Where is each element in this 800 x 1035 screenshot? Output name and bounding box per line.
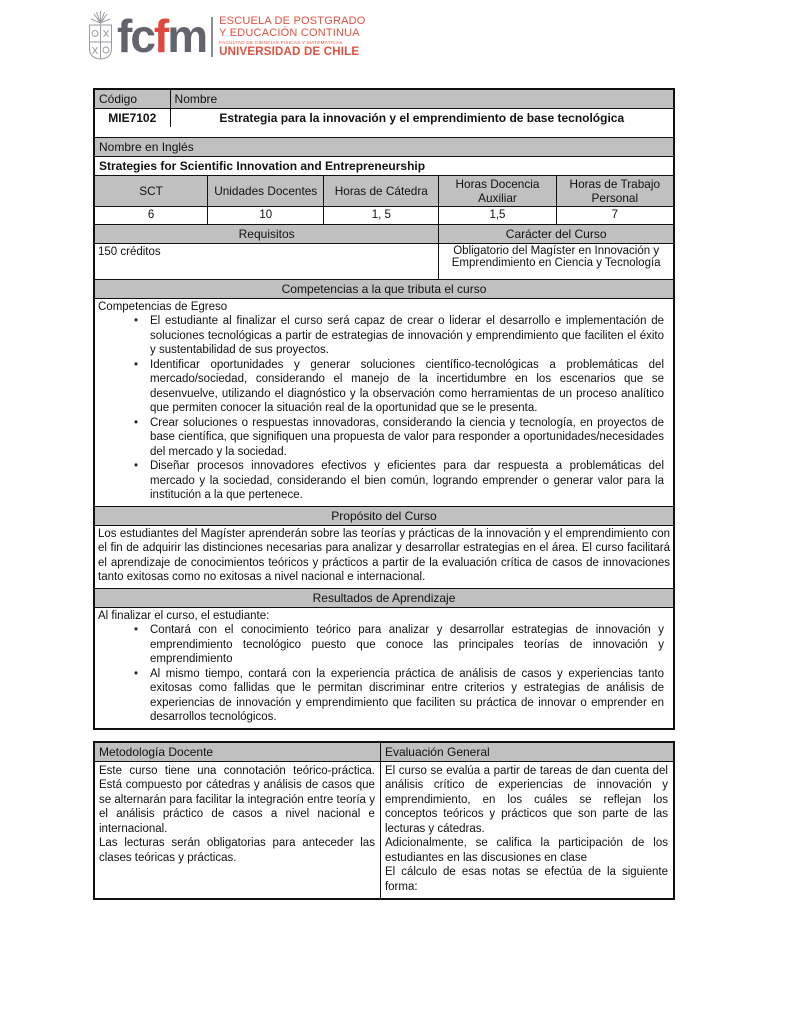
proposito-text: Los estudiantes del Magíster aprenderán sobre las teorías y prácticas de la innovación y el emprendimiento con el fin de adquirir las distinciones necesarias para analizar y desarrollar estrategias en el área. El curso facilitará el aprendizaje de conocimientos teóricos y prácticos a partir de la evaluación crítica de casos de innovaciones tanto exitosas como no exitosas a nivel nacional e internacional.: [98, 527, 670, 583]
logo-divider: [211, 17, 213, 57]
logo-line-escuela: ESCUELA DE POSTGRADO: [219, 15, 366, 27]
evaluacion-body: [380, 762, 673, 899]
row-nombre-ingles-value: [95, 156, 673, 175]
codigo-label-cell: Código: [95, 90, 170, 108]
row-requisitos-caracter-values: [95, 243, 673, 279]
sct-value: 6: [147, 209, 155, 221]
competencias-intro: Competencias de Egreso: [98, 300, 228, 313]
sct-label-cell: [95, 176, 207, 206]
proposito-section-header: Propósito del Curso: [95, 507, 673, 525]
resultados-body: [95, 608, 673, 728]
competencias-bullet-list: [98, 314, 670, 503]
horas-docencia-label-cell: Horas Docencia Auxiliar: [438, 176, 555, 206]
horas-catedra-label-cell: Horas de Cátedra: [323, 176, 438, 206]
logo-line-educacion: Y EDUCACIÓN CONTINUA: [219, 27, 360, 39]
row-competencias-header: [95, 279, 673, 298]
list-item: [122, 667, 665, 725]
list-item: [122, 623, 665, 667]
metodologia-body: [95, 762, 380, 870]
caracter-value: Obligatorio del Magíster en Innovación y Emprendimiento en Ciencia y Tecnología: [438, 244, 673, 279]
competencia-bullet-text: Crear soluciones o respuestas innovadoras, considerando la ciencia y tecnología, en proyectos de base científica, que signifiquen una propuesta de valor para responder a oportunidades/necesidades del mercado y la sociedad.: [150, 416, 664, 458]
row-method-eval-body: [95, 761, 673, 899]
resultados-bullet-list: [98, 623, 670, 725]
fcfm-wordmark: fcfm: [117, 10, 207, 62]
caracter-label-cell: Carácter del Curso: [438, 225, 673, 243]
horas-trabajo-value: 7: [556, 207, 673, 224]
row-hours-labels: [95, 175, 673, 206]
university-logo: [87, 8, 366, 62]
metodologia-paragraph: Las lecturas serán obligatorias para anteceder las clases teóricas y prácticas.: [99, 837, 375, 864]
competencia-bullet-text: El estudiante al finalizar el curso será capaz de crear o liderar el desarrollo e implementación de soluciones tecnológicas a partir de estrategias de innovación y emprendimiento que faciliten el éxito y sustentabilidad de sus proyectos.: [150, 315, 664, 356]
row-hours-values: [95, 206, 673, 224]
row-proposito-header: [95, 506, 673, 525]
metodologia-paragraph: Este curso tiene una connotación teórico-práctica. Está compuesto por cátedras y análisis de casos que se alternarán para facilitar la integración entre teoría y el análisis práctico de casos a nivel nacional e internacional.: [99, 764, 375, 835]
row-requisitos-caracter-labels: [95, 224, 673, 243]
row-resultados-header: [95, 588, 673, 607]
metodologia-header-cell: Metodología Docente: [95, 743, 380, 761]
row-competencias-body: [95, 298, 673, 506]
evaluacion-paragraph: El curso se evalúa a partir de tareas de dan cuenta del análisis crítico de experiencias de innovación y emprendimiento, en los cuáles se reflejan los conceptos teóricos y prácticos que son parte de las lecturas y cátedras.: [384, 764, 668, 835]
horas-catedra-value: 1, 5: [323, 207, 438, 224]
row-codigo-nombre-labels: [95, 90, 673, 108]
horas-docencia-value: 1,5: [438, 207, 555, 224]
list-item: [122, 459, 665, 503]
bullet-icon: •: [133, 358, 139, 371]
sct-label: SCT: [139, 184, 163, 198]
evaluacion-paragraph: Adicionalmente, se califica la participación de los estudiantes en las discusiones en clase: [384, 837, 668, 864]
logo-line-facultad: FACULTAD DE CIENCIAS FISICAS Y MATEMATICAS: [219, 40, 343, 45]
evaluacion-paragraph: El cálculo de esas notas se efectúa de la siguiente forma:: [384, 866, 668, 893]
row-nombre-ingles-label: [95, 137, 673, 156]
requisitos-label-cell: Requisitos: [95, 225, 438, 243]
course-name-english: Strategies for Scientific Innovation and Entrepreneurship: [99, 159, 426, 173]
bullet-icon: •: [133, 460, 139, 472]
list-item: [122, 314, 665, 358]
bullet-icon: •: [133, 667, 139, 680]
resultados-intro: Al finalizar el curso, el estudiante:: [98, 609, 270, 622]
horas-trabajo-label-cell: Horas de Trabajo Personal: [556, 176, 673, 206]
nombre-ingles-label-cell: Nombre en Inglés: [95, 138, 673, 156]
methodology-evaluation-table: [93, 741, 675, 901]
bullet-icon: •: [133, 624, 139, 636]
course-info-table: [93, 88, 675, 730]
unidades-docentes-label-cell: Unidades Docentes: [207, 176, 323, 206]
row-method-eval-headers: [95, 743, 673, 761]
bullet-icon: •: [133, 315, 139, 327]
list-item: [122, 358, 665, 416]
row-resultados-body: [95, 607, 673, 728]
competencias-body: [95, 299, 673, 506]
list-item: [122, 416, 665, 460]
competencias-section-header: Competencias a la que tributa el curso: [95, 280, 673, 298]
university-crest-icon: [87, 10, 114, 62]
course-code: MIE7102: [108, 111, 157, 125]
evaluacion-header-cell: Evaluación General: [380, 743, 673, 761]
course-name: Estrategia para la innovación y el emprendimiento de base tecnológica: [170, 109, 673, 127]
requisitos-value: 150 créditos: [98, 245, 161, 258]
resultados-section-header: Resultados de Aprendizaje: [95, 589, 673, 607]
competencia-bullet-text: Identificar oportunidades y generar soluciones científico-tecnológicas a problemáticas del mercado/sociedad, considerando el manejo de la incertidumbre en los escenarios que se desenvuelve, utilizando el diagnóstico y la observación como herramientas de un proceso analítico que permiten conocer la situación real de la oportunidad que se le presenta.: [150, 358, 664, 414]
resultado-bullet-text: Contará con el conocimiento teórico para analizar y desarrollar estrategias de innovación y emprendimiento tecnológico puesto que conoce las principales teorías de innovación y emprendimiento: [150, 624, 664, 665]
logo-text-block: [219, 15, 365, 58]
resultado-bullet-text: Al mismo tiempo, contará con la experiencia práctica de análisis de casos y experiencias tanto exitosas como fallidas que le permitan discriminar entre criterios y estrategias de análisis de experiencias de innovación y emprendimiento que faciliten su práctica de innovar o emprender en desarrollos tecnológicos.: [150, 667, 664, 723]
document-content: [93, 88, 675, 900]
bullet-icon: •: [133, 416, 139, 429]
unidades-docentes-value: 10: [207, 207, 323, 224]
row-proposito-body: [95, 525, 673, 588]
row-codigo-nombre-values: [95, 108, 673, 137]
nombre-label-cell: Nombre: [170, 90, 673, 108]
logo-line-universidad: UNIVERSIDAD DE CHILE: [219, 46, 360, 58]
competencia-bullet-text: Diseñar procesos innovadores efectivos y eficientes para dar respuesta a problemáticas del mercado y la sociedad, considerando el bien común, logrando emprender o generar valor para la institución a la que pertenece.: [150, 460, 664, 501]
